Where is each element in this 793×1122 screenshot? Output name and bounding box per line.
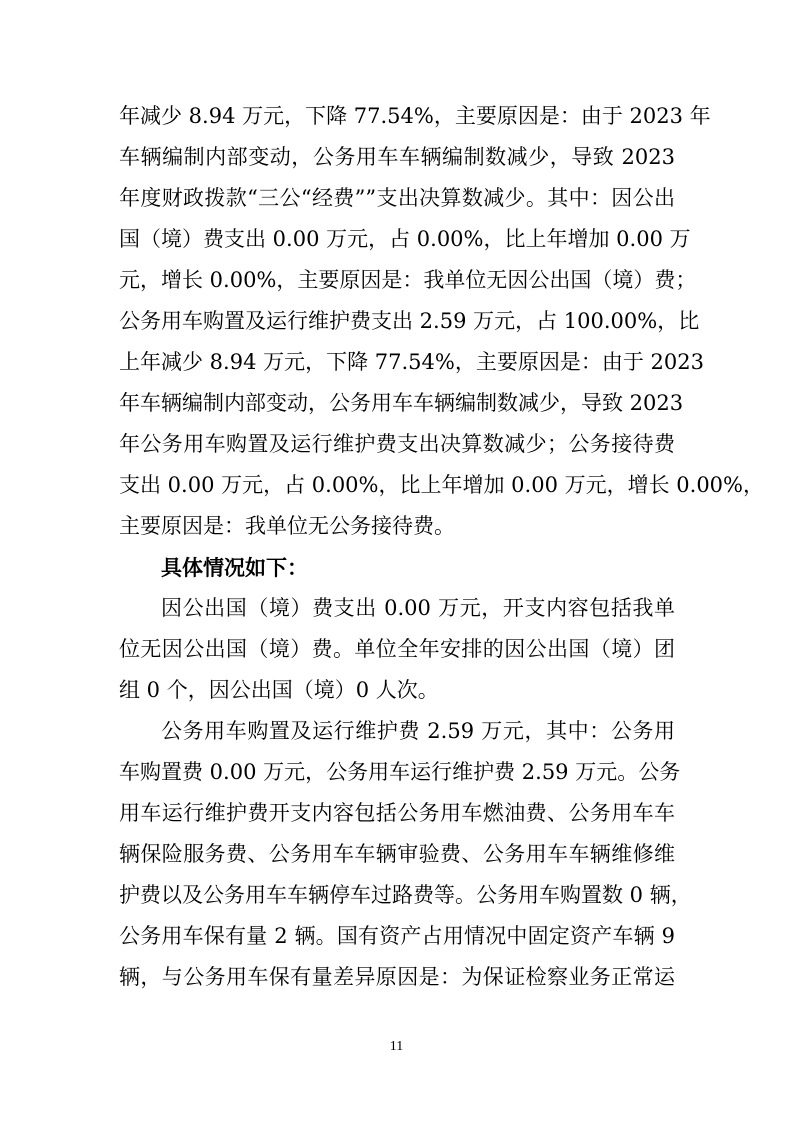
text-line: 年车辆编制内部变动，公务用车车辆编制数减少，导致 2023	[119, 391, 684, 415]
text-line: 辆保险服务费、公务用车车辆审验费、公务用车车辆维修维	[119, 842, 675, 866]
document-body	[119, 96, 764, 998]
text-line: 护费以及公务用车车辆停车过路费等。公务用车购置数 0 辆，	[119, 883, 692, 907]
text-line: 公务用车保有量 2 辆。国有资产占用情况中固定资产车辆 9	[119, 924, 675, 948]
text-line: 年减少 8.94 万元，下降 77.54%，主要原因是：由于 2023 年	[119, 104, 711, 128]
text-line: 用车运行维护费开支内容包括公务用车燃油费、公务用车车	[119, 801, 675, 825]
page-number: 11	[389, 1039, 404, 1054]
paragraph-travel-abroad	[119, 588, 675, 711]
text-line: 国（境）费支出 0.00 万元，占 0.00%，比上年增加 0.00 万	[119, 227, 691, 251]
text-line: 组 0 个，因公出国（境）0 人次。	[119, 678, 439, 702]
text-line: 主要原因是：我单位无公务接待费。	[119, 514, 455, 538]
text-line: 支出 0.00 万元，占 0.00%，比上年增加 0.00 万元，增长 0.00%，	[119, 473, 764, 497]
text-line: 上年减少 8.94 万元，下降 77.54%，主要原因是：由于 2023	[119, 350, 704, 374]
text-line: 年度财政拨款“三公“经费””支出决算数减少。其中：因公出	[119, 186, 675, 210]
text-line: 公务用车购置及运行维护费 2.59 万元，其中：公务用	[161, 719, 675, 743]
text-line: 车购置费 0.00 万元，公务用车运行维护费 2.59 万元。公务	[119, 760, 681, 784]
text-line: 位无因公出国（境）费。单位全年安排的因公出国（境）团	[119, 637, 675, 661]
text-line: 因公出国（境）费支出 0.00 万元，开支内容包括我单	[161, 596, 675, 620]
section-heading: 具体情况如下：	[161, 555, 308, 580]
text-line: 年公务用车购置及运行维护费支出决算数减少；公务接待费	[119, 432, 675, 456]
paragraph-official-vehicles	[119, 711, 692, 998]
text-line: 元，增长 0.00%，主要原因是：我单位无因公出国（境）费；	[119, 268, 697, 292]
text-line: 辆，与公务用车保有量差异原因是：为保证检察业务正常运	[119, 965, 675, 989]
text-line: 公务用车购置及运行维护费支出 2.59 万元，占 100.00%，比	[119, 309, 700, 333]
text-line: 车辆编制内部变动，公务用车车辆编制数减少，导致 2023	[119, 145, 675, 169]
paragraph-overview	[119, 96, 764, 547]
